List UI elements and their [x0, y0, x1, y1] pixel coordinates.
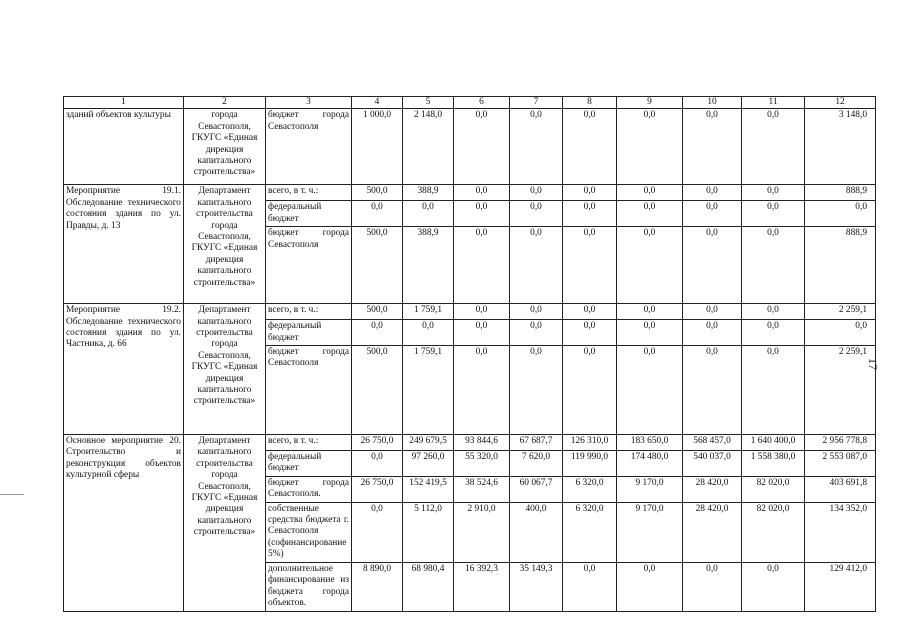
amount-cell: 0,0: [742, 109, 805, 185]
amount-cell: 0,0: [617, 185, 683, 201]
funding-source: собственные средства бюджета г. Севастополя (софинансирование 5%): [266, 502, 352, 562]
amount-cell: 28 420,0: [683, 502, 742, 562]
amount-cell: 500,0: [352, 346, 403, 435]
amount-cell: 26 750,0: [352, 476, 403, 502]
amount-cell: 540 037,0: [683, 451, 742, 477]
amount-cell: 0,0: [742, 346, 805, 435]
amount-cell: 2 553 087,0: [805, 451, 876, 477]
executor: Департамент капитального строительства города Севастополя, ГКУГС «Единая дирекция капитального строительства»: [184, 304, 266, 435]
amount-cell: 0,0: [683, 346, 742, 435]
executor: Департамент капитального строительства города Севастополя, ГКУГС «Единая дирекция капитального строительства»: [184, 185, 266, 304]
amount-cell: 568 457,0: [683, 435, 742, 451]
amount-cell: 9 170,0: [617, 502, 683, 562]
table-row: [64, 185, 876, 201]
amount-cell: 0,0: [563, 346, 617, 435]
column-number: 4: [352, 97, 403, 109]
amount-cell: 0,0: [454, 227, 510, 304]
column-number: 5: [403, 97, 454, 109]
amount-cell: 0,0: [454, 201, 510, 227]
amount-cell: 0,0: [617, 562, 683, 611]
event-name: Мероприятие 19.1. Обследование технического состояния здания по ул. Правды, д. 13: [64, 185, 184, 304]
amount-cell: 35 149,3: [510, 562, 563, 611]
column-number: 1: [64, 97, 184, 109]
amount-cell: 119 990,0: [563, 451, 617, 477]
amount-cell: 134 352,0: [805, 502, 876, 562]
amount-cell: 500,0: [352, 227, 403, 304]
amount-cell: 0,0: [352, 201, 403, 227]
amount-cell: 1 558 380,0: [742, 451, 805, 477]
amount-cell: 0,0: [805, 320, 876, 346]
amount-cell: 93 844,6: [454, 435, 510, 451]
amount-cell: 2 259,1: [805, 304, 876, 320]
column-number: 11: [742, 97, 805, 109]
amount-cell: 500,0: [352, 185, 403, 201]
amount-cell: 0,0: [683, 109, 742, 185]
amount-cell: 60 067,7: [510, 476, 563, 502]
funding-source: федеральный бюджет: [266, 201, 352, 227]
amount-cell: 0,0: [617, 109, 683, 185]
amount-cell: 2 259,1: [805, 346, 876, 435]
amount-cell: 2 148,0: [403, 109, 454, 185]
amount-cell: 0,0: [617, 346, 683, 435]
amount-cell: 0,0: [510, 185, 563, 201]
amount-cell: 0,0: [403, 201, 454, 227]
amount-cell: 26 750,0: [352, 435, 403, 451]
amount-cell: 0,0: [563, 304, 617, 320]
table-row: [64, 304, 876, 320]
amount-cell: 8 890,0: [352, 562, 403, 611]
amount-cell: 67 687,7: [510, 435, 563, 451]
amount-cell: 5 112,0: [403, 502, 454, 562]
amount-cell: 0,0: [617, 304, 683, 320]
amount-cell: 6 320,0: [563, 476, 617, 502]
amount-cell: 0,0: [454, 185, 510, 201]
funding-source: дополнительное финансирование из бюджета города объектов.: [266, 562, 352, 611]
amount-cell: 0,0: [563, 562, 617, 611]
amount-cell: 0,0: [742, 562, 805, 611]
funding-source: бюджет города Севастополя: [266, 346, 352, 435]
amount-cell: 0,0: [683, 320, 742, 346]
funding-source: бюджет города Севастополя: [266, 109, 352, 185]
amount-cell: 0,0: [454, 304, 510, 320]
funding-source: бюджет города Севастополя.: [266, 476, 352, 502]
amount-cell: 55 320,0: [454, 451, 510, 477]
amount-cell: 174 480,0: [617, 451, 683, 477]
amount-cell: 0,0: [454, 320, 510, 346]
amount-cell: 388,9: [403, 227, 454, 304]
amount-cell: 2 956 778,8: [805, 435, 876, 451]
column-number: 7: [510, 97, 563, 109]
margin-mark: [0, 494, 24, 495]
amount-cell: 0,0: [563, 201, 617, 227]
amount-cell: 0,0: [742, 227, 805, 304]
amount-cell: 0,0: [510, 109, 563, 185]
amount-cell: 82 020,0: [742, 476, 805, 502]
amount-cell: 0,0: [510, 227, 563, 304]
amount-cell: 0,0: [563, 109, 617, 185]
amount-cell: 0,0: [617, 320, 683, 346]
amount-cell: 152 419,5: [403, 476, 454, 502]
amount-cell: 403 691,8: [805, 476, 876, 502]
amount-cell: 82 020,0: [742, 502, 805, 562]
amount-cell: 0,0: [510, 346, 563, 435]
amount-cell: 1 759,1: [403, 346, 454, 435]
amount-cell: 0,0: [510, 201, 563, 227]
amount-cell: 0,0: [683, 227, 742, 304]
event-name: Мероприятие 19.2. Обследование технического состояния здания по ул. Частника, д. 66: [64, 304, 184, 435]
funding-source: всего, в т. ч.:: [266, 185, 352, 201]
amount-cell: 388,9: [403, 185, 454, 201]
amount-cell: 0,0: [683, 304, 742, 320]
amount-cell: 0,0: [617, 201, 683, 227]
amount-cell: 1 640 400,0: [742, 435, 805, 451]
amount-cell: 68 980,4: [403, 562, 454, 611]
amount-cell: 6 320,0: [563, 502, 617, 562]
executor: города Севастополя, ГКУГС «Единая дирекция капитального строительства»: [184, 109, 266, 185]
amount-cell: 9 170,0: [617, 476, 683, 502]
column-number: 12: [805, 97, 876, 109]
amount-cell: 1 759,1: [403, 304, 454, 320]
column-number: 10: [683, 97, 742, 109]
amount-cell: 0,0: [742, 201, 805, 227]
amount-cell: 0,0: [510, 304, 563, 320]
amount-cell: 0,0: [742, 304, 805, 320]
amount-cell: 3 148,0: [805, 109, 876, 185]
amount-cell: 0,0: [352, 502, 403, 562]
amount-cell: 16 392,3: [454, 562, 510, 611]
amount-cell: 97 260,0: [403, 451, 454, 477]
funding-source: всего, в т. ч.:: [266, 304, 352, 320]
amount-cell: 183 650,0: [617, 435, 683, 451]
amount-cell: 0,0: [563, 320, 617, 346]
amount-cell: 888,9: [805, 185, 876, 201]
funding-source: федеральный бюджет: [266, 320, 352, 346]
amount-cell: 500,0: [352, 304, 403, 320]
amount-cell: 0,0: [617, 227, 683, 304]
executor: Департамент капитального строительства города Севастополя, ГКУГС «Единая дирекция капитального строительства»: [184, 435, 266, 612]
budget-table: [63, 96, 876, 612]
amount-cell: 400,0: [510, 502, 563, 562]
amount-cell: 0,0: [563, 227, 617, 304]
amount-cell: 0,0: [805, 201, 876, 227]
table-row: [64, 109, 876, 185]
table-row: [64, 435, 876, 451]
column-number: 9: [617, 97, 683, 109]
amount-cell: 28 420,0: [683, 476, 742, 502]
page-number: 17: [866, 358, 880, 370]
column-number: 6: [454, 97, 510, 109]
funding-source: федеральный бюджет: [266, 451, 352, 477]
header-row: [64, 97, 876, 109]
amount-cell: 0,0: [742, 185, 805, 201]
amount-cell: 249 679,5: [403, 435, 454, 451]
amount-cell: 0,0: [683, 185, 742, 201]
amount-cell: 888,9: [805, 227, 876, 304]
amount-cell: 0,0: [742, 320, 805, 346]
amount-cell: 0,0: [403, 320, 454, 346]
amount-cell: 0,0: [563, 185, 617, 201]
amount-cell: 0,0: [510, 320, 563, 346]
column-number: 2: [184, 97, 266, 109]
amount-cell: 0,0: [454, 109, 510, 185]
column-number: 3: [266, 97, 352, 109]
amount-cell: 0,0: [454, 346, 510, 435]
column-number: 8: [563, 97, 617, 109]
amount-cell: 129 412,0: [805, 562, 876, 611]
funding-source: всего, в т. ч.:: [266, 435, 352, 451]
amount-cell: 2 910,0: [454, 502, 510, 562]
amount-cell: 38 524,6: [454, 476, 510, 502]
amount-cell: 0,0: [683, 562, 742, 611]
event-name: Основное мероприятие 20. Строительство и реконструкция объектов культурной сферы: [64, 435, 184, 612]
amount-cell: 1 000,0: [352, 109, 403, 185]
amount-cell: 0,0: [683, 201, 742, 227]
funding-source: бюджет города Севастополя: [266, 227, 352, 304]
amount-cell: 0,0: [352, 320, 403, 346]
amount-cell: 7 620,0: [510, 451, 563, 477]
event-name: зданий объектов культуры: [64, 109, 184, 185]
amount-cell: 126 310,0: [563, 435, 617, 451]
amount-cell: 0,0: [352, 451, 403, 477]
